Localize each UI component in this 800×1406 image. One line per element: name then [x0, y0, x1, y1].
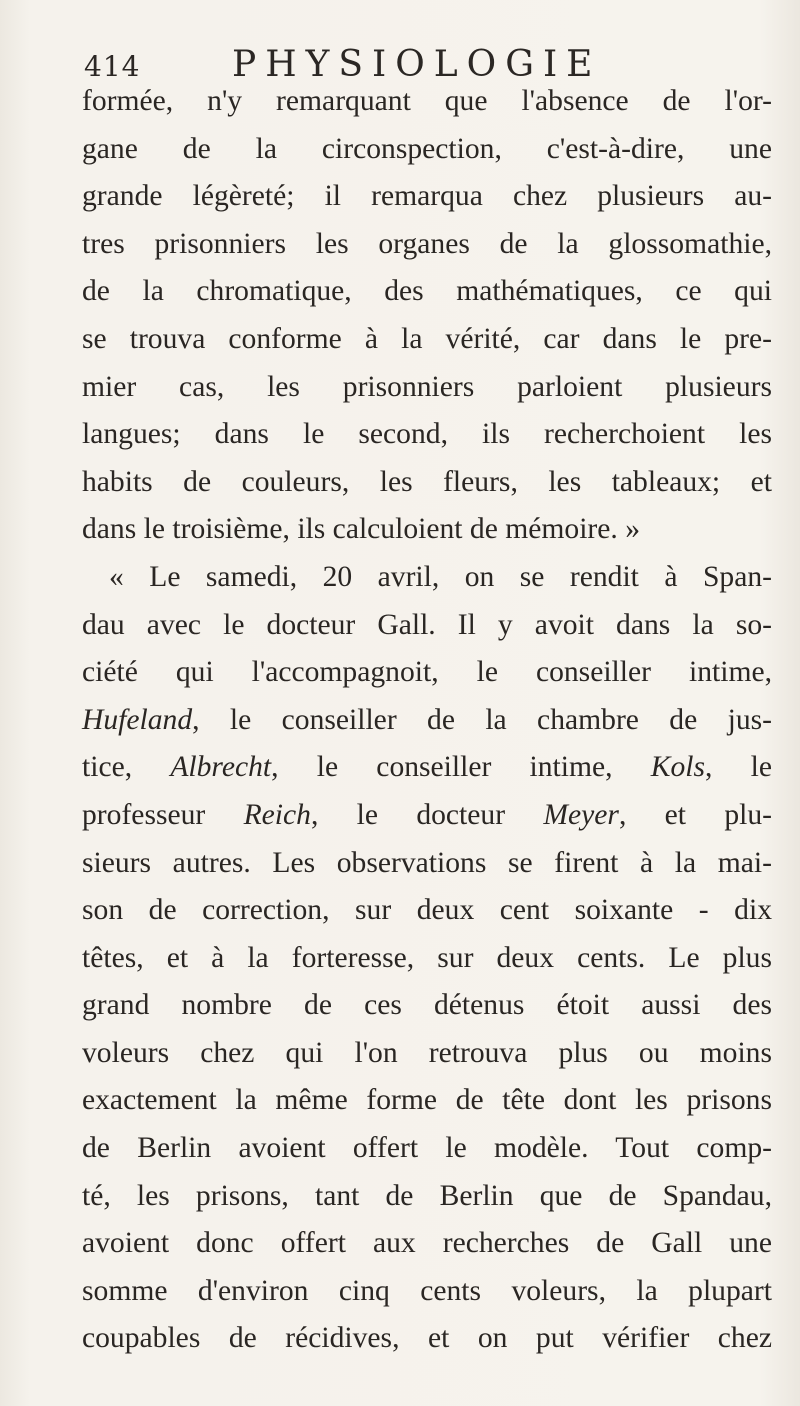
- text-line: somme d'environ cinq cents voleurs, la plupart: [82, 1274, 772, 1307]
- text-line: [82, 792, 772, 840]
- text-line: avoient donc offert aux recherches de Gall une: [82, 1227, 772, 1260]
- text-line: formée, n'y remarquant que l'absence de l'or-: [82, 85, 772, 117]
- text-line: têtes, et à la forteresse, sur deux cents. Le plus: [82, 941, 772, 974]
- text-line: té, les prisons, tant de Berlin que de Spandau,: [82, 1179, 772, 1212]
- text-line: tres prisonniers les organes de la glossomathie,: [82, 227, 772, 260]
- person-name: Kols: [650, 751, 706, 784]
- person-name: Reich: [243, 798, 311, 831]
- text-line: gane de la circonspection, c'est-à-dire, une: [82, 132, 772, 165]
- person-name: Meyer: [543, 798, 619, 831]
- line-segment: , le docteur: [310, 798, 544, 831]
- text-line: se trouva conforme à la vérité, car dans le pre-: [82, 322, 772, 355]
- text-line: voleurs chez qui l'on retrouva plus ou moins: [82, 1036, 772, 1069]
- line-segment: , le conseiller de la chambre de jus-: [192, 703, 772, 736]
- line-segment: professeur: [82, 798, 244, 831]
- person-name: Albrecht: [170, 751, 272, 784]
- body-text: [82, 78, 772, 1363]
- text-line: de la chromatique, des mathématiques, ce qui: [82, 275, 772, 308]
- line-segment: , le conseiller intime,: [271, 751, 651, 784]
- text-line: [82, 744, 772, 792]
- text-line: langues; dans le second, ils recherchoient les: [82, 418, 772, 451]
- text-line: mier cas, les prisonniers parloient plusieurs: [82, 370, 772, 403]
- page-number: 414: [84, 50, 141, 83]
- text-line: de Berlin avoient offert le modèle. Tout comp-: [82, 1132, 772, 1165]
- line-segment: , le: [705, 751, 773, 784]
- text-line: dans le troisième, ils calculoient de mémoire. »: [82, 513, 641, 546]
- text-line: son de correction, sur deux cent soixante - dix: [82, 894, 772, 927]
- text-line: « Le samedi, 20 avril, on se rendit à Span-: [109, 560, 772, 593]
- text-line: dau avec le docteur Gall. Il y avoit dans la so-: [82, 608, 772, 641]
- text-line: habits de couleurs, les fleurs, les tableaux; et: [82, 465, 772, 498]
- text-line: grand nombre de ces détenus étoit aussi des: [82, 989, 772, 1022]
- text-line: ciété qui l'accompagnoit, le conseiller intime,: [82, 656, 772, 689]
- running-head: PHYSIOLOGIE: [232, 44, 602, 85]
- person-name: Hufeland: [82, 703, 193, 736]
- line-segment: , et plu-: [618, 798, 772, 831]
- text-line: coupables de récidives, et on put vérifier chez: [82, 1322, 772, 1355]
- text-line: grande légèreté; il remarqua chez plusieurs au-: [82, 180, 772, 213]
- line-segment: tice,: [82, 751, 171, 784]
- text-line: [82, 697, 772, 745]
- text-line: sieurs autres. Les observations se firent à la mai-: [82, 846, 772, 879]
- text-line: exactement la même forme de tête dont les prisons: [82, 1084, 772, 1117]
